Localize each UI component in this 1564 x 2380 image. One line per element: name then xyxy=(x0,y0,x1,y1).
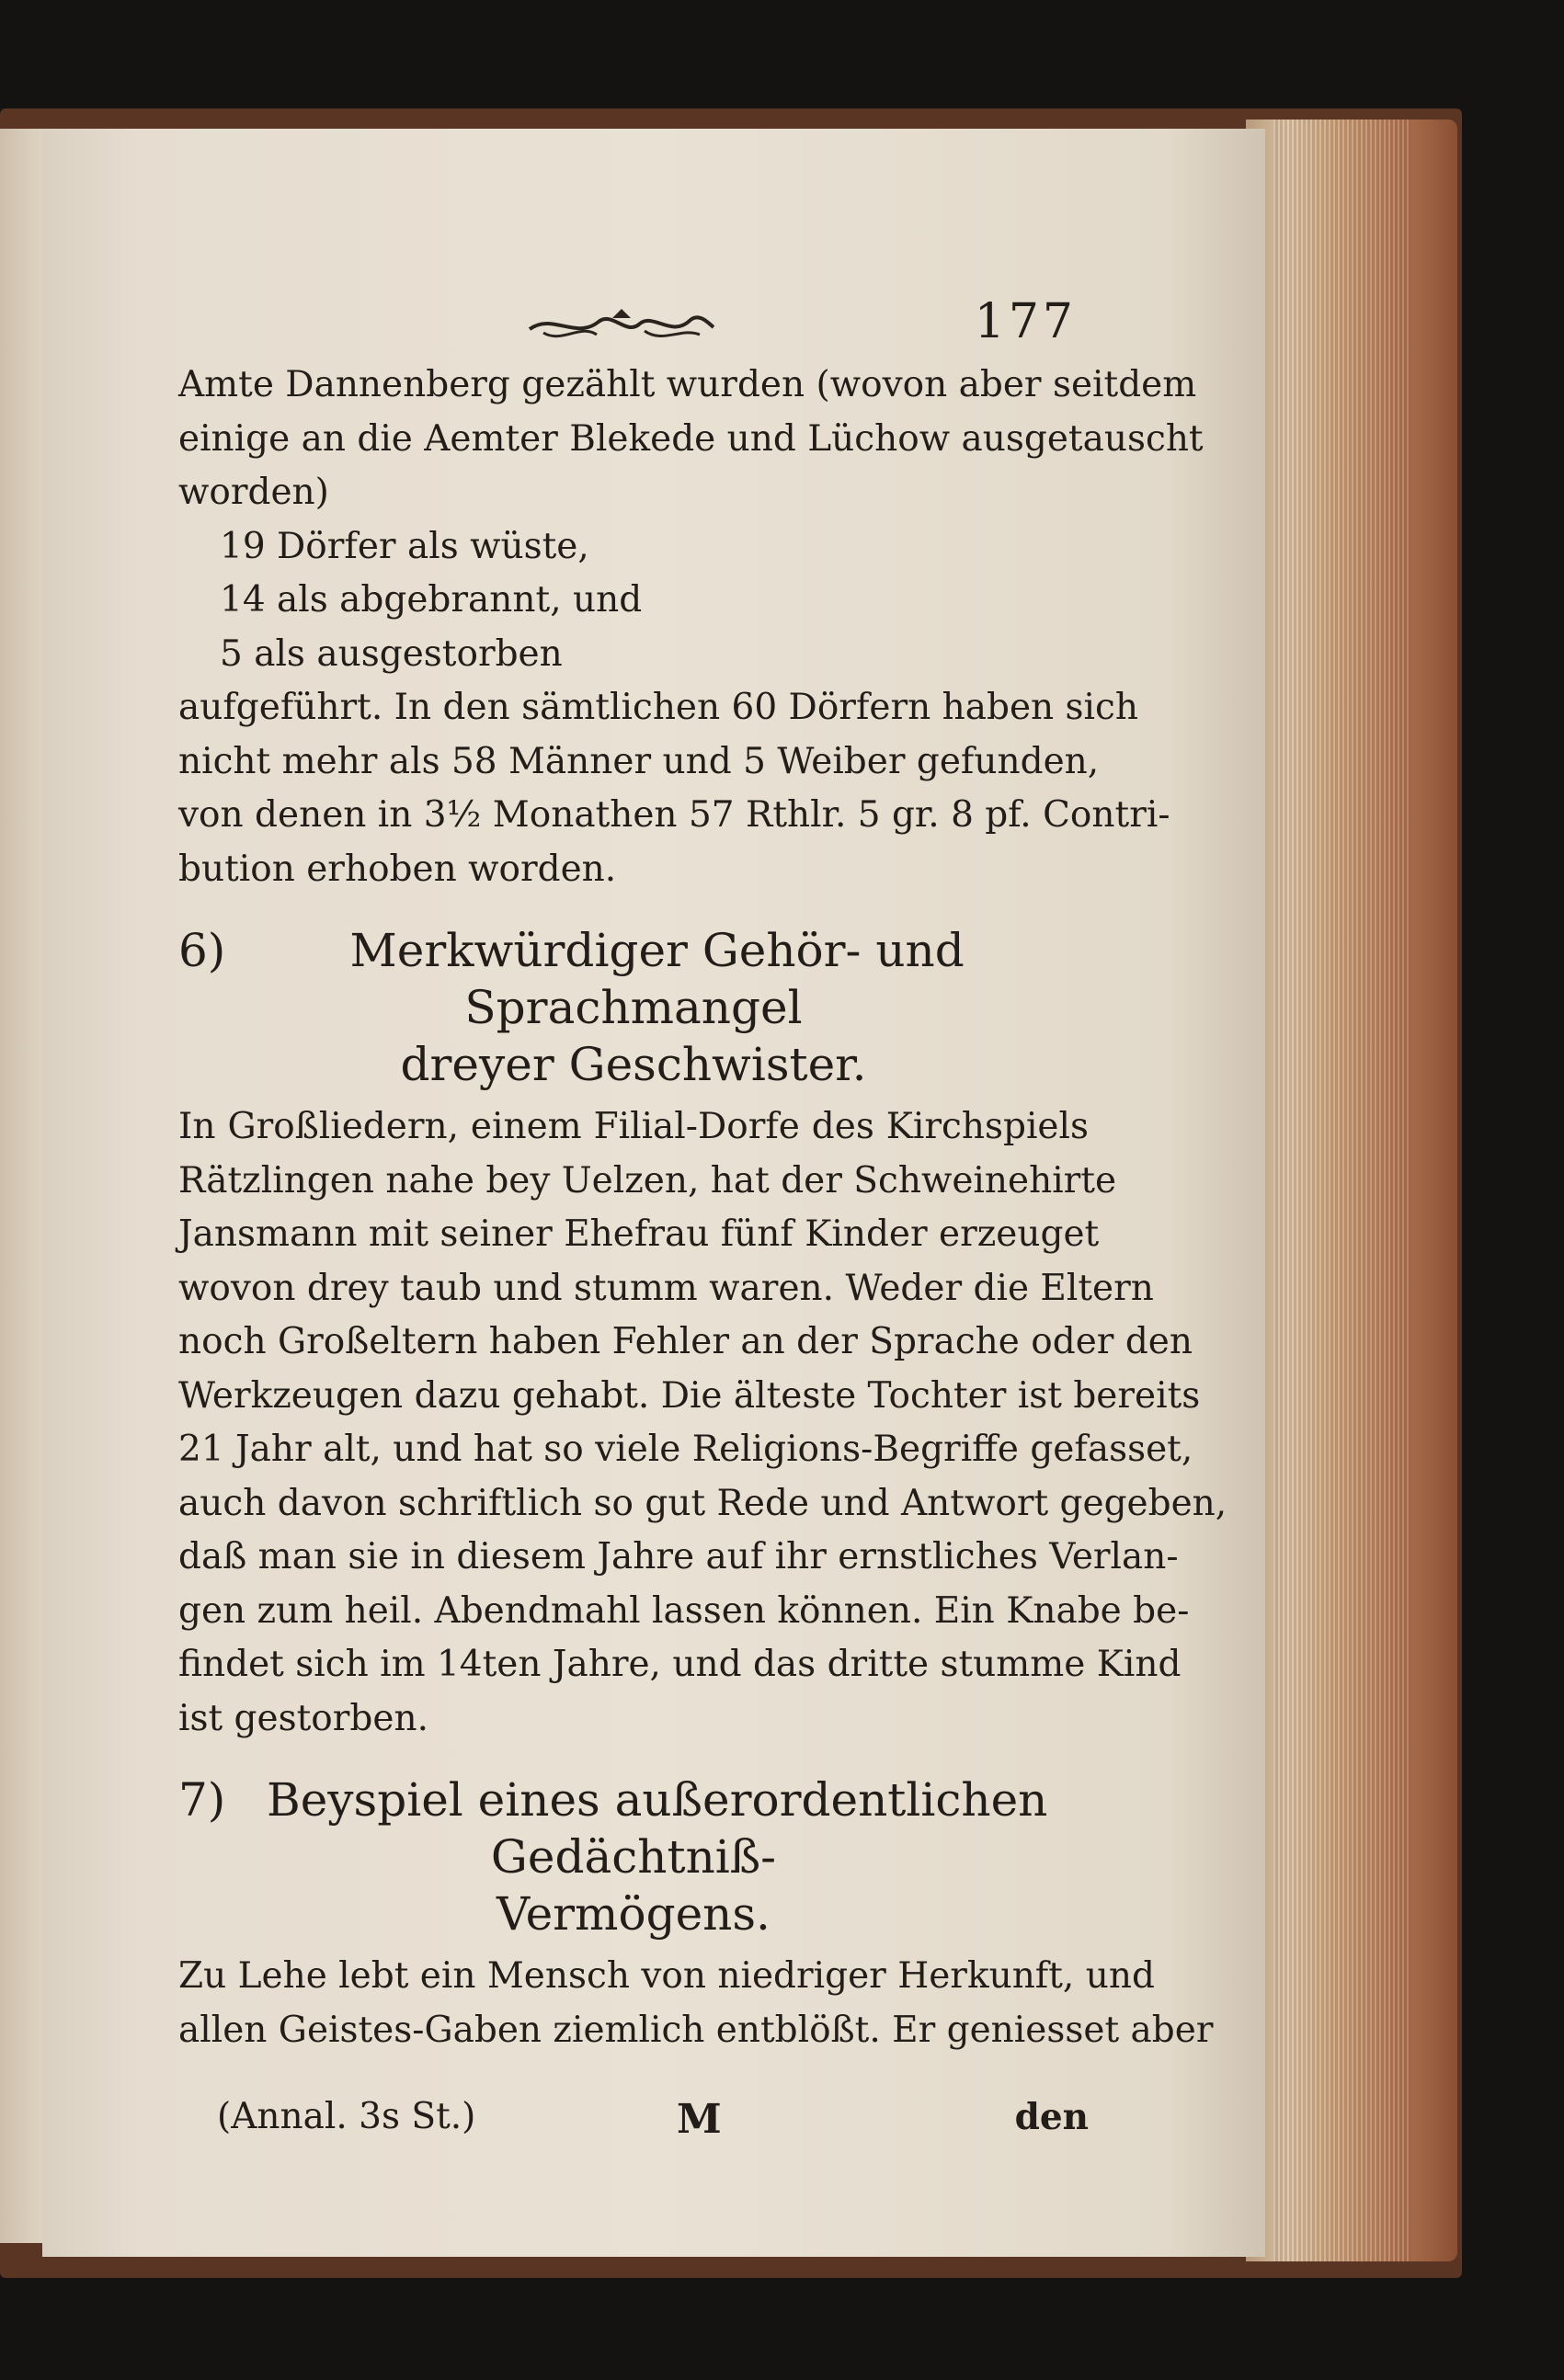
text-line: auch davon schriftlich so gut Rede und Antwort gegeben, xyxy=(178,1482,1227,1524)
section-title-line2: Vermögens. xyxy=(497,1887,771,1941)
text-line: ist gestorben. xyxy=(178,1697,428,1739)
text-line: einige an die Aemter Blekede und Lüchow ausgetauscht xyxy=(178,417,1204,460)
text-line: worden) xyxy=(178,472,329,513)
book-page xyxy=(42,129,1265,2257)
text-line: Werkzeugen dazu gehabt. Die älteste Tochter ist bereits xyxy=(178,1374,1201,1417)
text-line: daß man sie in diesem Jahre auf ihr ernstliches Verlan- xyxy=(178,1536,1179,1577)
text-line: nicht mehr als 58 Männer und 5 Weiber gefunden, xyxy=(178,740,1100,782)
page-header xyxy=(484,276,1109,359)
section-title-line1: Beyspiel eines außerordentlichen Gedächtniß- xyxy=(266,1773,1048,1884)
text-line: bution erhoben worden. xyxy=(178,848,617,890)
text-line: noch Großeltern haben Fehler an der Sprache oder den xyxy=(178,1321,1193,1362)
text-line: findet sich im 14ten Jahre, und das dritte stumme Kind xyxy=(178,1644,1182,1685)
section-number: 6) xyxy=(178,924,226,977)
footer-source: (Annal. 3s St.) xyxy=(217,2096,476,2137)
section-heading xyxy=(178,1771,1089,1942)
list-item: 14 als abgebrannt, und xyxy=(220,579,643,621)
text-line: von denen in 3½ Monathen 57 Rthlr. 5 gr. 8 pf. Contri- xyxy=(178,794,1170,836)
ornament-icon xyxy=(525,303,718,349)
list-item: 19 Dörfer als wüste, xyxy=(220,525,589,567)
text-line: Jansmann mit seiner Ehefrau fünf Kinder erzeuget xyxy=(178,1213,1100,1255)
section-number: 7) xyxy=(178,1773,226,1827)
list-item: 5 als ausgestorben xyxy=(220,632,563,675)
text-line: In Großliedern, einem Filial-Dorfe des Kirchspiels xyxy=(178,1106,1089,1147)
text-line: Zu Lehe lebt ein Mensch von niedriger Herkunft, und xyxy=(178,1955,1155,1997)
text-line: Amte Dannenberg gezählt wurden (wovon aber seitdem xyxy=(178,364,1197,405)
text-line: aufgeführt. In den sämtlichen 60 Dörfern haben sich xyxy=(178,687,1138,728)
page-content xyxy=(178,359,1227,2057)
text-line: wovon drey taub und stumm waren. Weder die Eltern xyxy=(178,1267,1154,1309)
text-line: allen Geistes-Gaben ziemlich entblößt. Er geniesset aber xyxy=(178,2009,1214,2051)
text-line: 21 Jahr alt, und hat so viele Religions-Begriffe gefasset, xyxy=(178,1429,1193,1470)
page-edges xyxy=(1246,120,1457,2261)
catchword: den xyxy=(1014,2096,1089,2138)
text-line: Rätzlingen nahe bey Uelzen, hat der Schweinehirte xyxy=(178,1159,1117,1201)
section-heading xyxy=(178,922,1089,1093)
section-title-line1: Merkwürdiger Gehör- und Sprachmangel xyxy=(349,924,965,1034)
text-line: gen zum heil. Abendmahl lassen können. Ein Knabe be- xyxy=(178,1589,1190,1632)
page-number: 177 xyxy=(974,294,1077,349)
page-footer xyxy=(217,2096,1089,2149)
facing-page-edge xyxy=(0,129,42,2243)
section-title-line2: dreyer Geschwister. xyxy=(400,1038,867,1091)
signature-mark: M xyxy=(677,2096,722,2143)
